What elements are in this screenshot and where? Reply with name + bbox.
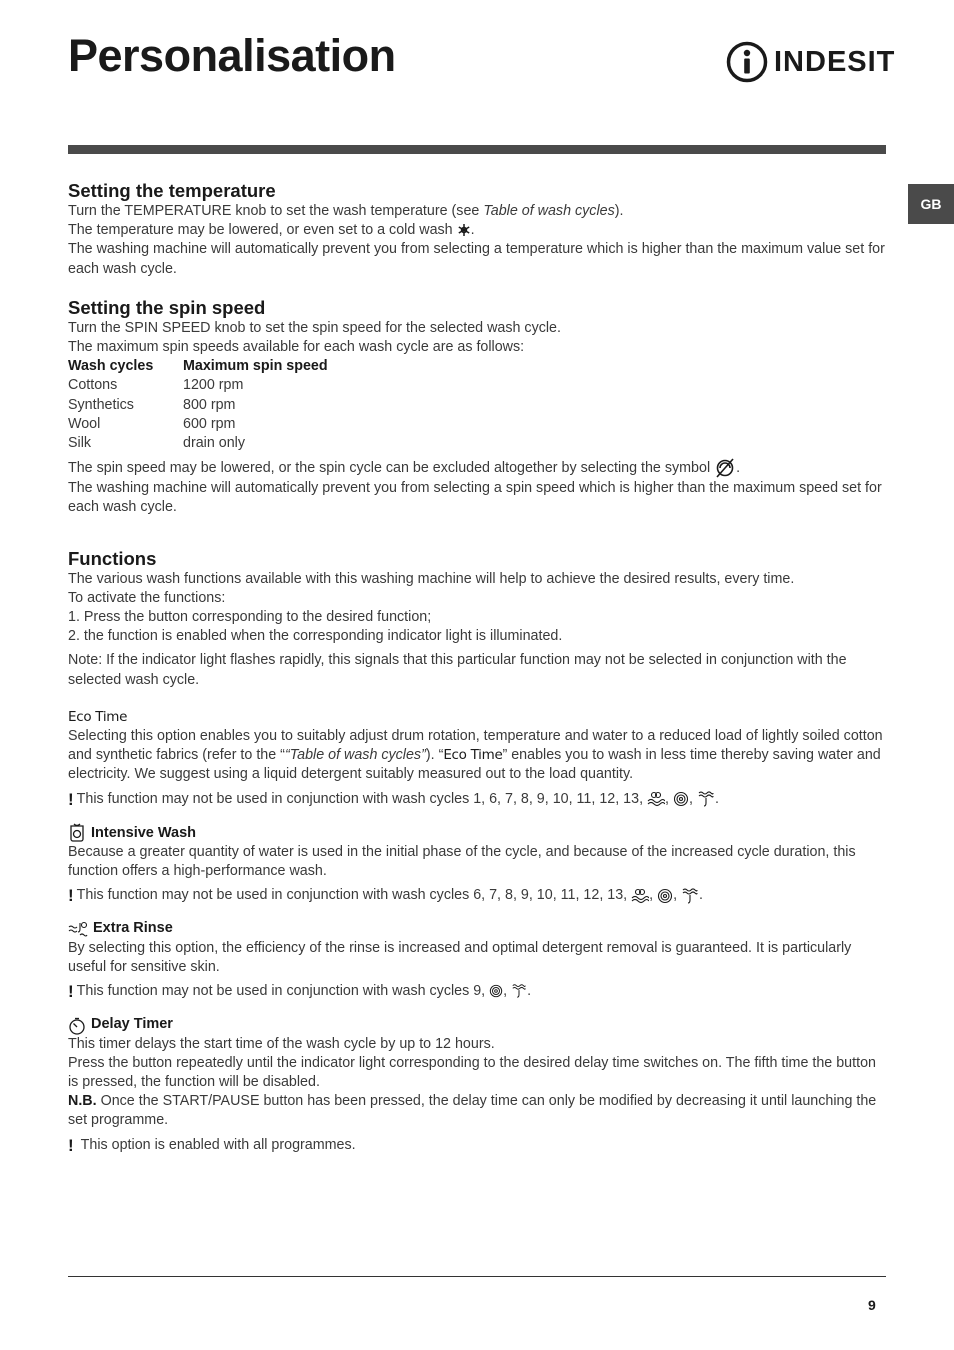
delay-timer-text-1: This timer delays the start time of the wash cycle by up to 12 hours. — [68, 1035, 495, 1052]
ecotime-warning: ! This function may not be used in conjunction with wash cycles 1, 6, 7, 8, 9, 10, 11, 12, 13, , , . — [68, 789, 719, 809]
table-cell: 800 rpm — [183, 396, 236, 413]
extra-rinse-warning: ! This function may not be used in conjunction with wash cycles 9, , . — [68, 982, 532, 1002]
ecotime-heading: Eco Time — [68, 708, 128, 725]
functions-text-3: 1. Press the button corresponding to the desired function; — [68, 609, 432, 626]
no-spin-icon — [714, 457, 736, 479]
delay-timer-heading: Delay Timer — [68, 1015, 886, 1034]
spin-text-1: Turn the SPIN SPEED knob to set the spin speed for the selected wash cycle. — [68, 319, 561, 336]
warning-mark: ! — [68, 982, 74, 1002]
spin-speed-table — [68, 357, 886, 453]
snowflake-icon — [457, 223, 471, 237]
functions-text-1: The various wash functions available with this washing machine will help to achieve the desired results, every time. — [68, 570, 795, 587]
brand-name: INDESIT — [774, 45, 896, 78]
rinse-cycle-icon — [511, 983, 527, 999]
indesit-i-icon — [726, 41, 768, 83]
delay-timer-text-2: Press the button repeatedly until the indicator light corresponding to the desired delay time switches on. The fifth time the button is pressed, the function will be disabled. — [68, 1054, 876, 1090]
page-title: Personalisation — [68, 30, 396, 81]
temperature-text-3: The washing machine will automatically prevent you from selecting a temperature which is higher than the maximum value set for each wash cycle. — [68, 241, 885, 277]
intensive-wash-desc: Because a greater quantity of water is used in the initial phase of the cycle, and because of the increased cycle duration, this function offers a high-performance wash. — [68, 843, 856, 880]
spin-text-3: The spin speed may be lowered, or the spin cycle can be excluded altogether by selecting the symbol . — [68, 457, 886, 479]
rinse-cycle-icon — [697, 790, 715, 808]
wool-cycle-icon — [647, 791, 665, 807]
spin-cycle-icon — [657, 888, 673, 904]
warning-mark: ! — [68, 789, 74, 809]
table-header-speed: Maximum spin speed — [183, 358, 328, 375]
table-cell: Cottons — [68, 377, 118, 394]
table-cell: Wool — [68, 415, 101, 432]
table-cell: 1200 rpm — [183, 377, 244, 394]
ecotime-desc: Selecting this option enables you to suitably adjust drum rotation, temperature and water to a reduced load of lightly soiled cotton and synthetic fabrics (refer to the ““Table of wash cycles”). “Eco Time” enables you to wash in less time thereby saving water and electricity. We suggest using a liquid detergent suitably measured out to the load quantity. — [68, 728, 883, 783]
delay-timer-nb: N.B. Once the START/PAUSE button has been pressed, the delay time can only be modified by decreasing it until launching the set programme. — [68, 1093, 877, 1129]
page-number: 9 — [868, 1297, 876, 1313]
language-tab: GB — [908, 184, 954, 224]
intensive-wash-warning: ! This function may not be used in conjunction with wash cycles 6, 7, 8, 9, 10, 11, 12, 13, , , . — [68, 886, 704, 906]
section-functions — [68, 548, 886, 1155]
temperature-text-2: The temperature may be lowered, or even set to a cold wash . — [68, 222, 475, 239]
section-spin-speed — [68, 297, 886, 518]
functions-text-2: To activate the functions: — [68, 589, 226, 606]
intensive-wash-icon — [68, 823, 86, 843]
table-cell: Synthetics — [68, 396, 134, 413]
table-cell: 600 rpm — [183, 415, 236, 432]
spin-cycle-icon — [489, 984, 503, 998]
spin-cycle-icon — [673, 791, 689, 807]
spin-text-2: The maximum spin speeds available for each wash cycle are as follows: — [68, 339, 525, 356]
extra-rinse-desc: By selecting this option, the efficiency of the rinse is increased and optimal detergent removal is guaranteed. It is particularly useful for sensitive skin. — [68, 939, 852, 975]
temperature-text-1: Turn the TEMPERATURE knob to set the wash temperature (see Table of wash cycles). — [68, 203, 624, 219]
function-ecotime — [68, 708, 886, 809]
bottom-rule — [68, 1276, 886, 1277]
section-temperature — [68, 180, 886, 279]
intensive-wash-heading: Intensive Wash — [68, 823, 886, 843]
extra-rinse-heading: Extra Rinse — [68, 919, 886, 938]
clock-icon — [68, 1017, 86, 1035]
delay-timer-warning: ! This option is enabled with all programmes. — [68, 1135, 356, 1155]
content — [68, 180, 886, 1155]
heading-spin-speed: Setting the spin speed — [68, 296, 266, 318]
functions-text-4: 2. the function is enabled when the corresponding indicator light is illuminated. — [68, 628, 563, 645]
extra-rinse-icon — [68, 921, 88, 939]
table-header-cycles: Wash cycles — [68, 358, 154, 375]
top-rule — [68, 145, 886, 154]
table-cell: drain only — [183, 435, 245, 452]
table-cell: Silk — [68, 435, 92, 452]
function-intensive-wash — [68, 823, 886, 906]
rinse-cycle-icon — [681, 887, 699, 905]
heading-functions: Functions — [68, 547, 157, 569]
functions-note: Note: If the indicator light flashes rapidly, this signals that this particular function may not be selected in conjunction with the selected wash cycle. — [68, 652, 847, 688]
warning-mark: ! — [68, 1135, 74, 1155]
function-extra-rinse — [68, 919, 886, 1001]
spin-text-4: The washing machine will automatically prevent you from selecting a spin speed which is higher than the maximum speed set for each wash cycle. — [68, 480, 882, 516]
indesit-logo — [726, 40, 895, 84]
function-delay-timer — [68, 1015, 886, 1154]
warning-mark: ! — [68, 886, 74, 906]
heading-temperature: Setting the temperature — [68, 180, 276, 201]
wool-cycle-icon — [631, 888, 649, 904]
